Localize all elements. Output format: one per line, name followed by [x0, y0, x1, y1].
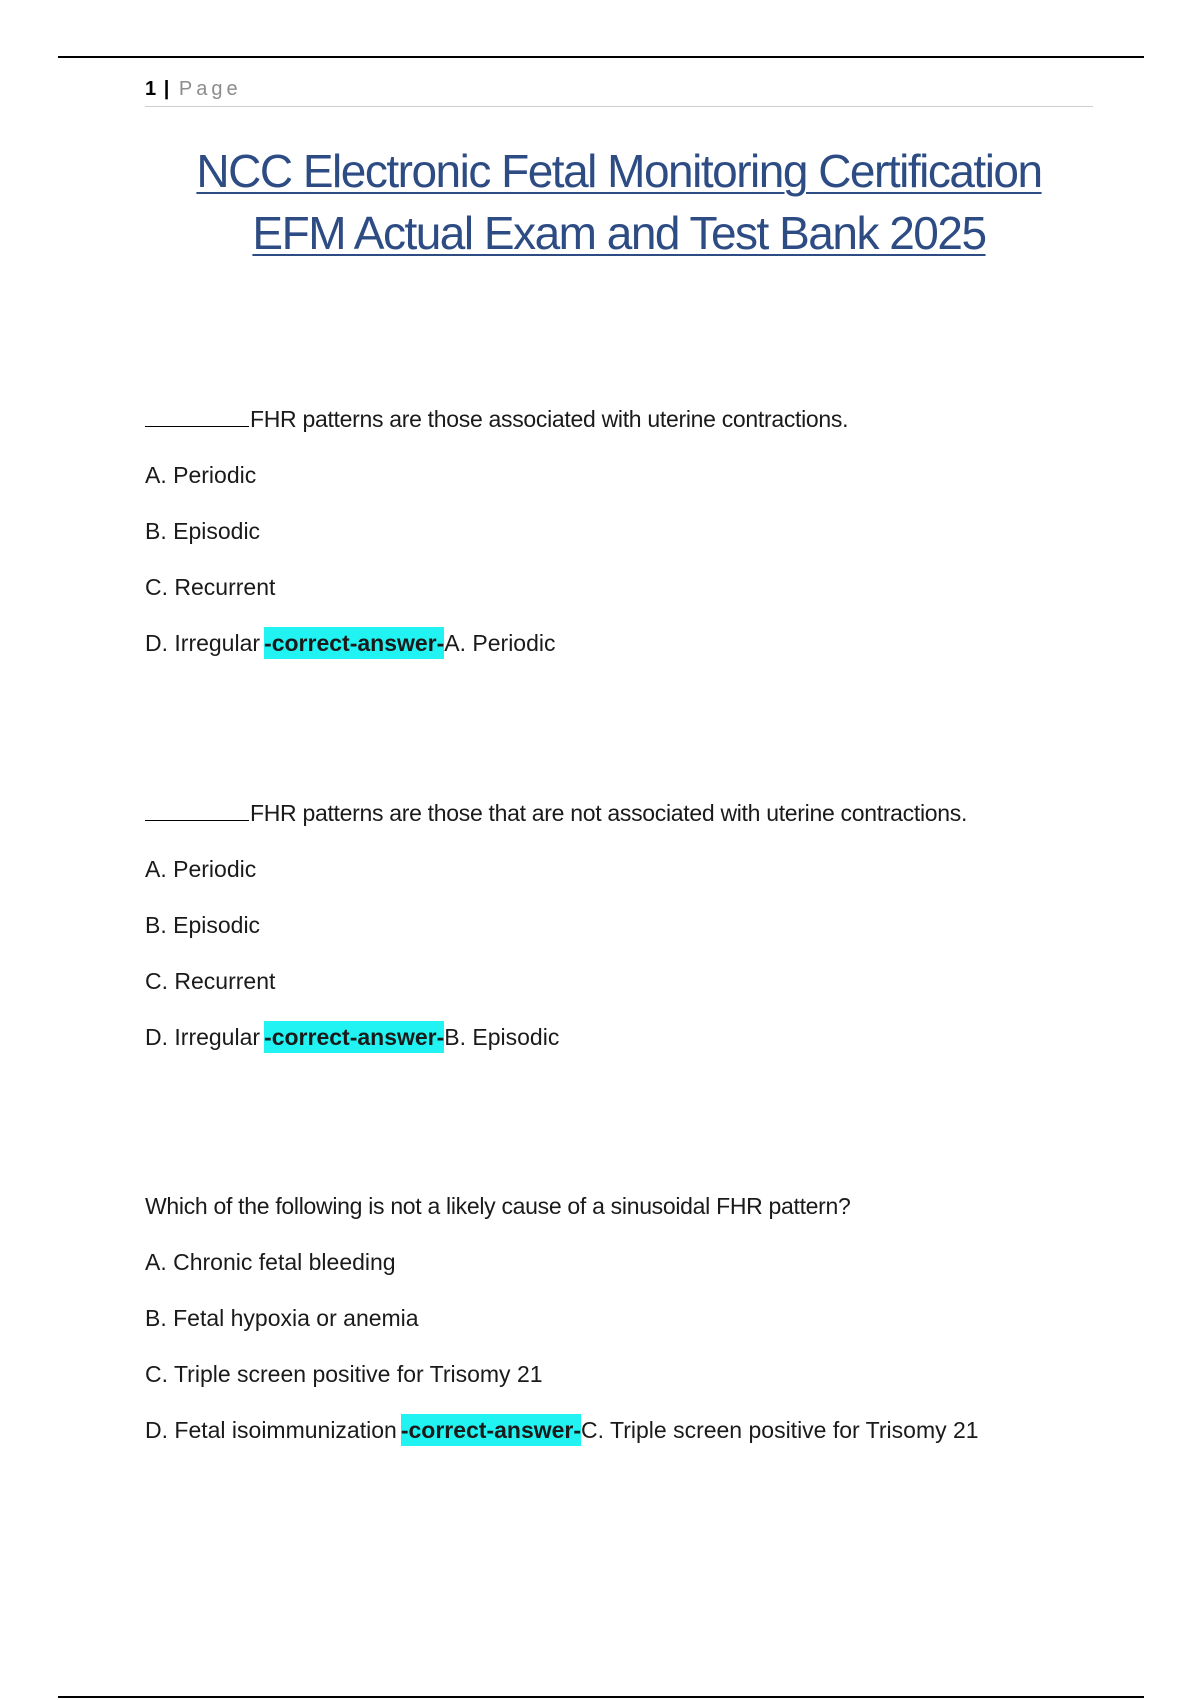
- document-title: NCC Electronic Fetal Monitoring Certification EFM Actual Exam and Test Bank 2025: [196, 145, 1042, 259]
- question-3: [145, 1191, 1145, 1471]
- question-2: [145, 798, 1145, 1078]
- option-b: B. Fetal hypoxia or anemia: [145, 1305, 419, 1331]
- correct-answer-tag: -correct-answer-: [264, 1021, 444, 1053]
- option-d-with-answer: [145, 1415, 1145, 1445]
- question-stem-text: FHR patterns are those associated with uterine contractions.: [250, 406, 849, 432]
- option-a: A. Periodic: [145, 462, 257, 488]
- answer-text: C. Triple screen positive for Trisomy 21: [581, 1417, 979, 1443]
- option-b: B. Episodic: [145, 518, 261, 544]
- answer-text: A. Periodic: [444, 630, 556, 656]
- option-a: A. Chronic fetal bleeding: [145, 1249, 396, 1275]
- fill-in-blank: [145, 404, 249, 427]
- option-b: B. Episodic: [145, 912, 261, 938]
- option-c: C. Recurrent: [145, 574, 276, 600]
- page-header: [145, 76, 1093, 107]
- question-stem: [145, 798, 1145, 828]
- question-stem: Which of the following is not a likely cause of a sinusoidal FHR pattern?: [145, 1193, 851, 1219]
- option-c: C. Triple screen positive for Trisomy 21: [145, 1361, 543, 1387]
- page-label: Page: [178, 78, 242, 100]
- option-d: D. Irregular: [145, 630, 261, 656]
- top-border-line: [58, 56, 1144, 58]
- page-number: 1: [145, 78, 157, 100]
- option-d: D. Fetal isoimmunization: [145, 1417, 397, 1443]
- answer-text: B. Episodic: [444, 1024, 560, 1050]
- option-d: D. Irregular: [145, 1024, 261, 1050]
- question-1: [145, 404, 1145, 684]
- option-d-with-answer: [145, 628, 1145, 658]
- correct-answer-tag: -correct-answer-: [264, 627, 444, 659]
- bottom-border-line: [58, 1696, 1144, 1698]
- question-stem-text: FHR patterns are those that are not associated with uterine contractions.: [250, 800, 968, 826]
- correct-answer-tag: -correct-answer-: [401, 1414, 581, 1446]
- fill-in-blank: [145, 798, 249, 821]
- option-d-with-answer: [145, 1022, 1145, 1052]
- page-separator: |: [163, 78, 170, 100]
- option-a: A. Periodic: [145, 856, 257, 882]
- option-c: C. Recurrent: [145, 968, 276, 994]
- question-stem: [145, 404, 1145, 434]
